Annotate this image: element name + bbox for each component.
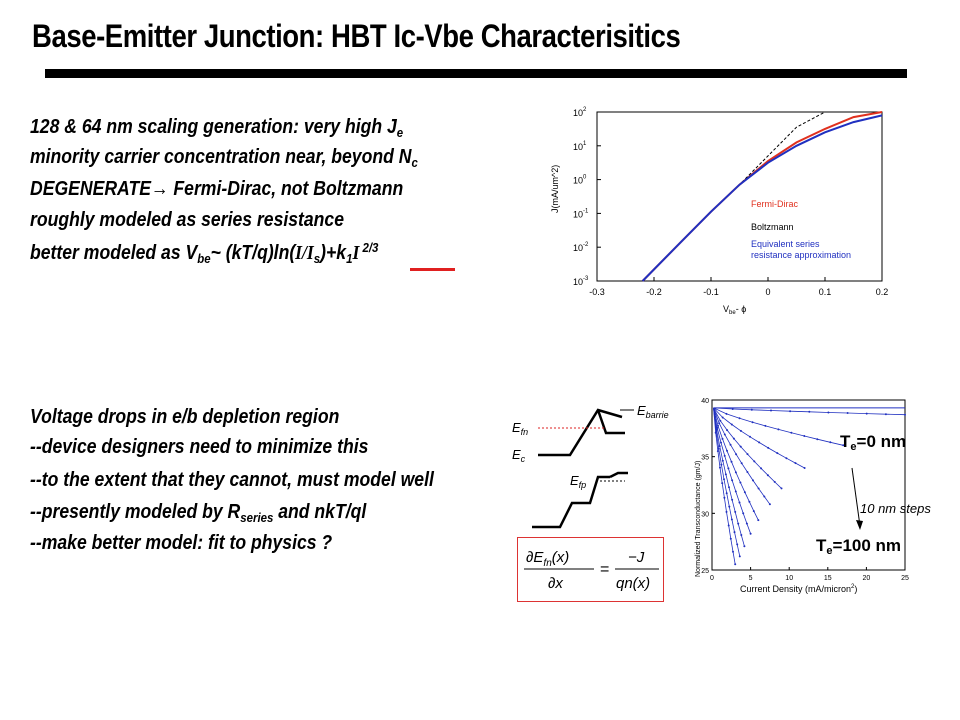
- x-label-sub: be: [729, 310, 736, 316]
- data-point: [790, 432, 792, 434]
- data-point: [722, 417, 724, 419]
- data-point: [753, 510, 755, 512]
- data-point: [760, 467, 762, 469]
- x-tick-label: -0.2: [646, 287, 662, 297]
- subscript: s: [313, 251, 321, 266]
- y-tick-label: 35: [701, 454, 709, 462]
- data-point: [743, 545, 745, 547]
- y-tick-label: 40: [701, 398, 709, 405]
- eq-rhs-numerator: −J: [628, 549, 645, 566]
- text-segment: 128 & 64 nm scaling generation: very high J: [30, 116, 397, 138]
- data-point: [732, 408, 734, 410]
- legend-boltzmann: Boltzmann: [751, 222, 794, 232]
- text-line-1: [30, 116, 403, 140]
- eq-lhs-num-main: ∂E: [526, 549, 544, 566]
- y-tick-label: $10^0$: [573, 174, 587, 186]
- eq-lhs-num-tail: (x): [551, 549, 570, 566]
- y-tick-label: $10^{-3}$: [573, 276, 589, 287]
- data-point: [726, 450, 728, 452]
- annot-tail: =100 nm: [832, 536, 902, 555]
- data-point: [735, 453, 737, 455]
- eq-lhs-num-sub: fn: [543, 558, 552, 569]
- label-efn: [512, 420, 528, 437]
- legend-resistance-approx: resistance approximation: [751, 250, 852, 260]
- annot-sub: e: [850, 441, 857, 453]
- data-point: [728, 525, 730, 527]
- label-ebarrier-main: E: [637, 403, 646, 418]
- data-point: [734, 511, 736, 513]
- x-axis-label: [723, 304, 746, 316]
- data-point: [777, 428, 779, 430]
- eq-lhs-denominator: ∂x: [548, 575, 563, 592]
- annotation-10nm-steps: 10 nm steps: [860, 501, 931, 516]
- text-segment: )+k: [320, 242, 347, 264]
- data-point: [746, 471, 748, 473]
- data-point: [722, 460, 724, 462]
- data-point: [827, 412, 829, 414]
- equation-box: [517, 537, 664, 602]
- data-point: [764, 425, 766, 427]
- data-point: [732, 551, 734, 553]
- data-point: [767, 447, 769, 449]
- data-point: [736, 543, 738, 545]
- current-symbol: I/I: [295, 242, 314, 264]
- data-point: [795, 462, 797, 464]
- subscript: be: [197, 251, 211, 266]
- label-efn-main: E: [512, 420, 521, 435]
- subscript: 1: [346, 251, 353, 266]
- valence-band-tail: [610, 473, 628, 477]
- y-axis-label: Normalized Transconductance (gm/J): [695, 460, 702, 577]
- data-point: [734, 563, 736, 565]
- data-point: [757, 519, 759, 521]
- data-point: [808, 411, 810, 413]
- data-point: [722, 438, 724, 440]
- label-efn-sub: fn: [520, 427, 529, 437]
- superscript: 2/3: [359, 240, 379, 255]
- y-tick-exp: -3: [583, 276, 589, 282]
- data-point: [744, 491, 746, 493]
- x-tick-label: 5: [748, 575, 753, 582]
- data-point: [746, 523, 748, 525]
- label-ebarrier: [637, 403, 669, 420]
- data-point: [753, 460, 755, 462]
- y-tick-label: $10^{-2}$: [573, 242, 589, 254]
- y-tick-exp: -1: [583, 208, 589, 215]
- data-point: [803, 435, 805, 437]
- label-ec-sub: c: [520, 454, 526, 464]
- data-point: [758, 441, 760, 443]
- data-point: [748, 501, 750, 503]
- data-point: [735, 471, 737, 473]
- data-point: [741, 462, 743, 464]
- subscript: c: [411, 155, 418, 170]
- data-point: [769, 503, 771, 505]
- text-line-9: [30, 501, 366, 525]
- red-underline: [410, 268, 455, 271]
- data-point: [719, 445, 721, 447]
- text-line-6: Voltage drops in e/b depletion region: [30, 406, 340, 428]
- data-point: [739, 555, 741, 557]
- y-tick-label: 30: [701, 511, 709, 519]
- data-point: [735, 491, 737, 493]
- data-point: [739, 502, 741, 504]
- data-point: [742, 512, 744, 514]
- legend-equivalent-series: Equivalent series: [751, 239, 820, 249]
- x-tick-label: -0.3: [589, 287, 605, 297]
- text-segment: --presently modeled by R: [30, 501, 241, 523]
- annot-main: T: [816, 536, 827, 555]
- x-tick-label: 0: [710, 575, 714, 582]
- text-line-7: --device designers need to minimize this: [30, 436, 369, 458]
- data-point: [767, 474, 769, 476]
- data-point: [758, 488, 760, 490]
- x-label-sup: 2: [851, 584, 855, 590]
- label-efp-main: E: [570, 473, 579, 488]
- data-point: [770, 410, 772, 412]
- label-ebarrier-sub: barrie: [645, 410, 669, 420]
- y-tick-label: $10^{-1}$: [573, 208, 589, 220]
- data-point: [816, 438, 818, 440]
- data-point: [731, 424, 733, 426]
- text-line-3: DEGENERATE→ Fermi-Dirac, not Boltzmann: [30, 178, 404, 200]
- data-point: [717, 450, 719, 452]
- arrow-head: [856, 520, 863, 530]
- data-point: [731, 499, 733, 501]
- data-point: [904, 414, 906, 416]
- data-point: [847, 412, 849, 414]
- data-point: [721, 482, 723, 484]
- text-segment: better modeled as V: [30, 242, 198, 264]
- y-tick-exp: 1: [583, 140, 587, 147]
- data-point: [719, 420, 721, 422]
- text-line-5: [30, 240, 378, 266]
- y-tick-exp: -2: [583, 242, 589, 249]
- data-point: [740, 534, 742, 536]
- y-tick-exp: 2: [583, 107, 587, 113]
- data-point: [829, 441, 831, 443]
- data-point: [776, 452, 778, 454]
- data-point: [747, 453, 749, 455]
- x-label-main: Current Density (mA/micron: [740, 584, 852, 594]
- label-efp: [570, 473, 586, 490]
- eq-equals: =: [600, 561, 610, 578]
- text-line-8: --to the extent that they cannot, must model well: [30, 469, 434, 491]
- data-point: [726, 492, 728, 494]
- text-line-10: --make better model: fit to physics ?: [30, 532, 333, 554]
- annot-sub: e: [826, 545, 833, 557]
- data-point: [728, 486, 730, 488]
- jv-chart: [545, 95, 890, 320]
- data-point: [728, 506, 730, 508]
- x-tick-label: 10: [785, 575, 794, 582]
- data-point: [740, 430, 742, 432]
- annot-main: T: [840, 432, 851, 451]
- subscript: series: [240, 510, 274, 525]
- x-tick-label: 0.2: [875, 287, 889, 297]
- x-label-tail: - ϕ: [735, 304, 747, 314]
- data-point: [726, 429, 728, 431]
- data-point: [734, 531, 736, 533]
- data-point: [763, 496, 765, 498]
- data-point: [724, 434, 726, 436]
- data-point: [785, 457, 787, 459]
- y-tick-label: $10^1$: [573, 140, 587, 152]
- data-point: [726, 511, 728, 513]
- data-point: [885, 413, 887, 415]
- data-point: [731, 519, 733, 521]
- data-point: [789, 410, 791, 412]
- data-point: [737, 523, 739, 525]
- data-point: [804, 467, 806, 469]
- title-underline: [45, 69, 907, 78]
- data-point: [719, 467, 721, 469]
- text-line-2: [30, 146, 418, 170]
- data-point: [740, 446, 742, 448]
- data-point: [731, 479, 733, 481]
- data-point: [749, 436, 751, 438]
- annot-tail: =0 nm: [856, 432, 907, 451]
- data-point: [739, 482, 741, 484]
- label-ec-main: E: [512, 447, 521, 462]
- data-point: [726, 413, 728, 415]
- eq-rhs-denominator: qn(x): [616, 575, 651, 592]
- data-point: [733, 438, 735, 440]
- label-ec: [512, 447, 526, 464]
- x-label-main: V: [723, 304, 730, 314]
- arrow-shaft: [852, 468, 860, 526]
- data-point: [750, 533, 752, 535]
- data-point: [730, 538, 732, 540]
- annotation-te-0: [840, 432, 906, 453]
- annotation-te-100: [816, 536, 901, 557]
- data-point: [752, 479, 754, 481]
- data-point: [723, 497, 725, 499]
- y-axis-label: J(mA/um^2): [550, 164, 560, 213]
- x-tick-label: 0: [765, 287, 771, 297]
- steps-arrow: [848, 464, 872, 534]
- data-point: [730, 444, 732, 446]
- data-point: [866, 413, 868, 415]
- data-point: [723, 478, 725, 480]
- x-tick-label: 25: [901, 575, 909, 582]
- current-symbol: I: [352, 242, 360, 264]
- x-axis-label: [740, 584, 857, 594]
- text-line-4: roughly modeled as series resistance: [30, 209, 345, 231]
- data-point: [739, 417, 741, 419]
- data-point: [751, 409, 753, 411]
- data-point: [724, 455, 726, 457]
- data-point: [725, 473, 727, 475]
- y-tick-exp: 0: [583, 174, 587, 181]
- data-point: [752, 421, 754, 423]
- x-label-tail: ): [854, 584, 858, 594]
- data-point: [774, 481, 776, 483]
- text-segment: and nkT/ql: [273, 501, 367, 523]
- band-diagram: [510, 395, 695, 535]
- subscript: e: [396, 125, 404, 140]
- transconductance-chart: [690, 392, 915, 602]
- data-point: [720, 442, 722, 444]
- text-segment: minority carrier concentration near, beyond N: [30, 146, 412, 168]
- legend-fermi-dirac: Fermi-Dirac: [751, 199, 798, 209]
- data-point: [718, 422, 720, 424]
- eq-lhs-numerator: [526, 549, 569, 569]
- y-tick-label: 25: [701, 568, 709, 575]
- x-tick-label: -0.1: [703, 287, 719, 297]
- data-point: [727, 467, 729, 469]
- label-efp-sub: fp: [578, 480, 587, 490]
- data-point: [715, 432, 717, 434]
- y-tick-label: $10^2$: [573, 107, 587, 118]
- text-segment: ~ (kT/q)ln(: [210, 242, 296, 264]
- x-tick-label: 20: [862, 575, 871, 582]
- x-tick-label: 15: [823, 575, 832, 582]
- equation-svg: [518, 538, 663, 601]
- page-title: Base-Emitter Junction: HBT Ic-Vbe Characterisitics: [32, 18, 681, 54]
- x-tick-label: 0.1: [818, 287, 832, 297]
- data-point: [731, 461, 733, 463]
- data-point: [781, 487, 783, 489]
- data-point: [720, 464, 722, 466]
